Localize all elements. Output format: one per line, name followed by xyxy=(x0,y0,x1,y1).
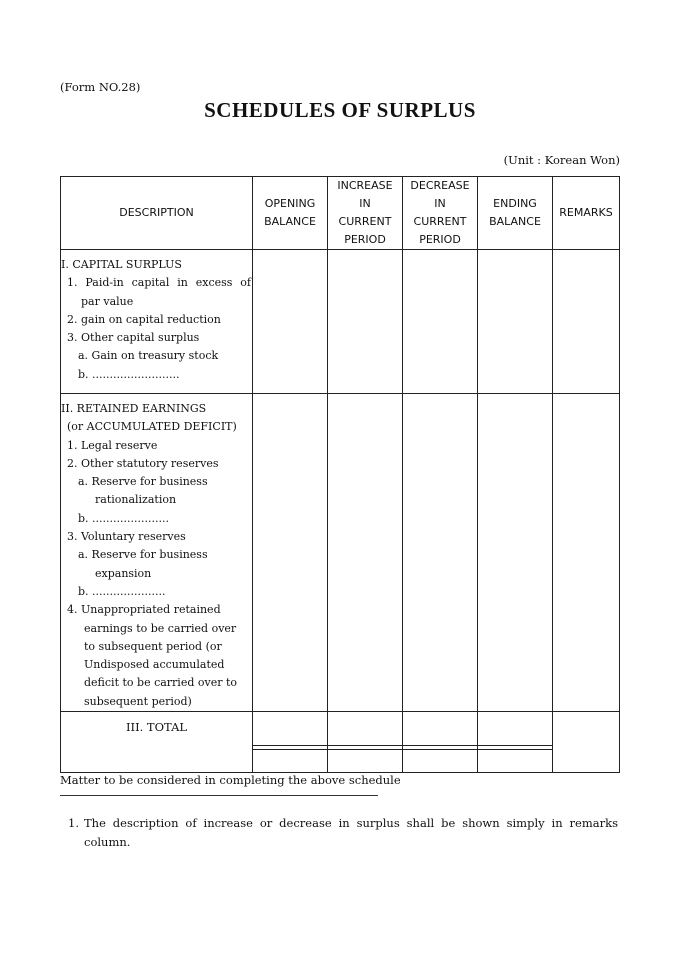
header-description: DESCRIPTION xyxy=(61,177,253,250)
header-line: PERIOD xyxy=(344,233,386,246)
retained-earnings-line: 4. Unappropriated retained xyxy=(67,603,221,617)
header-remarks: REMARKS xyxy=(553,177,620,250)
retained-earnings-line: 2. Other statutory reserves xyxy=(67,456,219,470)
capital-surplus-line: a. Gain on treasury stock xyxy=(78,349,219,363)
header-increase xyxy=(328,177,403,250)
retained-earnings-row xyxy=(61,394,620,712)
decrease-cell xyxy=(403,250,478,394)
retained-earnings-line: a. Reserve for business xyxy=(78,548,208,562)
header-opening-balance xyxy=(253,177,328,250)
opening-balance-total-cell xyxy=(253,712,328,773)
remarks-cell xyxy=(553,394,620,712)
increase-total-cell xyxy=(328,712,403,773)
capital-surplus-description xyxy=(61,250,253,394)
heading-divider xyxy=(60,795,378,796)
retained-earnings-line: expansion xyxy=(95,566,152,580)
remarks-cell xyxy=(553,250,620,394)
retained-earnings-line: subsequent period) xyxy=(84,694,192,708)
header-line: IN xyxy=(359,197,371,210)
total-label: III. TOTAL xyxy=(125,720,188,735)
header-line: PERIOD xyxy=(419,233,461,246)
retained-earnings-line: b. ...................... xyxy=(78,511,169,525)
retained-earnings-line: a. Reserve for business xyxy=(78,475,208,489)
matter-heading: Matter to be considered in completing the above schedule xyxy=(60,773,401,787)
header-line: ENDING xyxy=(493,197,537,210)
capital-surplus-line: I. CAPITAL SURPLUS xyxy=(61,258,182,271)
header-line: INCREASE xyxy=(337,179,393,192)
retained-earnings-line: b. ..................... xyxy=(78,584,166,598)
page-title: SCHEDULES OF SURPLUS xyxy=(204,98,476,122)
capital-surplus-line: 1. Paid-in capital in excess of xyxy=(67,276,251,290)
capital-surplus-row xyxy=(61,250,620,394)
header-line: CURRENT xyxy=(338,215,392,228)
opening-balance-cell xyxy=(253,250,328,394)
increase-cell xyxy=(328,394,403,712)
double-underline xyxy=(328,745,402,750)
header-line: BALANCE xyxy=(489,215,541,228)
retained-earnings-description xyxy=(61,394,253,712)
ending-balance-cell xyxy=(478,394,553,712)
capital-surplus-line: b. ......................... xyxy=(78,367,180,381)
retained-earnings-line: Undisposed accumulated xyxy=(84,658,225,672)
header-line: DECREASE xyxy=(410,179,470,192)
retained-earnings-line: to subsequent period (or xyxy=(84,639,222,653)
capital-surplus-line: 3. Other capital surplus xyxy=(67,331,200,345)
retained-earnings-line: deficit to be carried over to xyxy=(84,676,238,690)
capital-surplus-line: 2. gain on capital reduction xyxy=(67,312,221,326)
ending-balance-cell xyxy=(478,250,553,394)
form-number: (Form NO.28) xyxy=(60,80,141,94)
note-item xyxy=(68,814,618,852)
decrease-total-cell xyxy=(403,712,478,773)
retained-earnings-line: rationalization xyxy=(95,493,177,507)
decrease-cell xyxy=(403,394,478,712)
header-line: OPENING xyxy=(264,197,316,210)
retained-earnings-line: II. RETAINED EARNINGS xyxy=(61,402,207,415)
retained-earnings-line: 3. Voluntary reserves xyxy=(67,530,186,544)
note-number: 1. xyxy=(68,816,79,830)
retained-earnings-line: earnings to be carried over xyxy=(84,621,237,635)
header-ending-balance xyxy=(478,177,553,250)
header-line: BALANCE xyxy=(264,215,316,228)
increase-cell xyxy=(328,250,403,394)
header-line: CURRENT xyxy=(413,215,467,228)
header-row xyxy=(61,177,620,250)
double-underline xyxy=(403,745,477,750)
opening-balance-cell xyxy=(253,394,328,712)
total-row xyxy=(61,712,620,773)
ending-balance-total-cell xyxy=(478,712,553,773)
note-text: The description of increase or decrease in surplus shall be shown simply in remarks column. xyxy=(84,816,618,849)
total-description xyxy=(61,712,253,773)
remarks-total-cell xyxy=(553,712,620,773)
retained-earnings-line: 1. Legal reserve xyxy=(67,438,158,452)
capital-surplus-line: par value xyxy=(81,294,134,308)
retained-earnings-line: (or ACCUMULATED DEFICIT) xyxy=(67,420,237,434)
surplus-schedule-table xyxy=(60,176,620,773)
double-underline xyxy=(253,745,327,750)
unit-label: (Unit : Korean Won) xyxy=(503,153,620,167)
double-underline xyxy=(478,745,552,750)
header-decrease xyxy=(403,177,478,250)
header-line: IN xyxy=(434,197,446,210)
